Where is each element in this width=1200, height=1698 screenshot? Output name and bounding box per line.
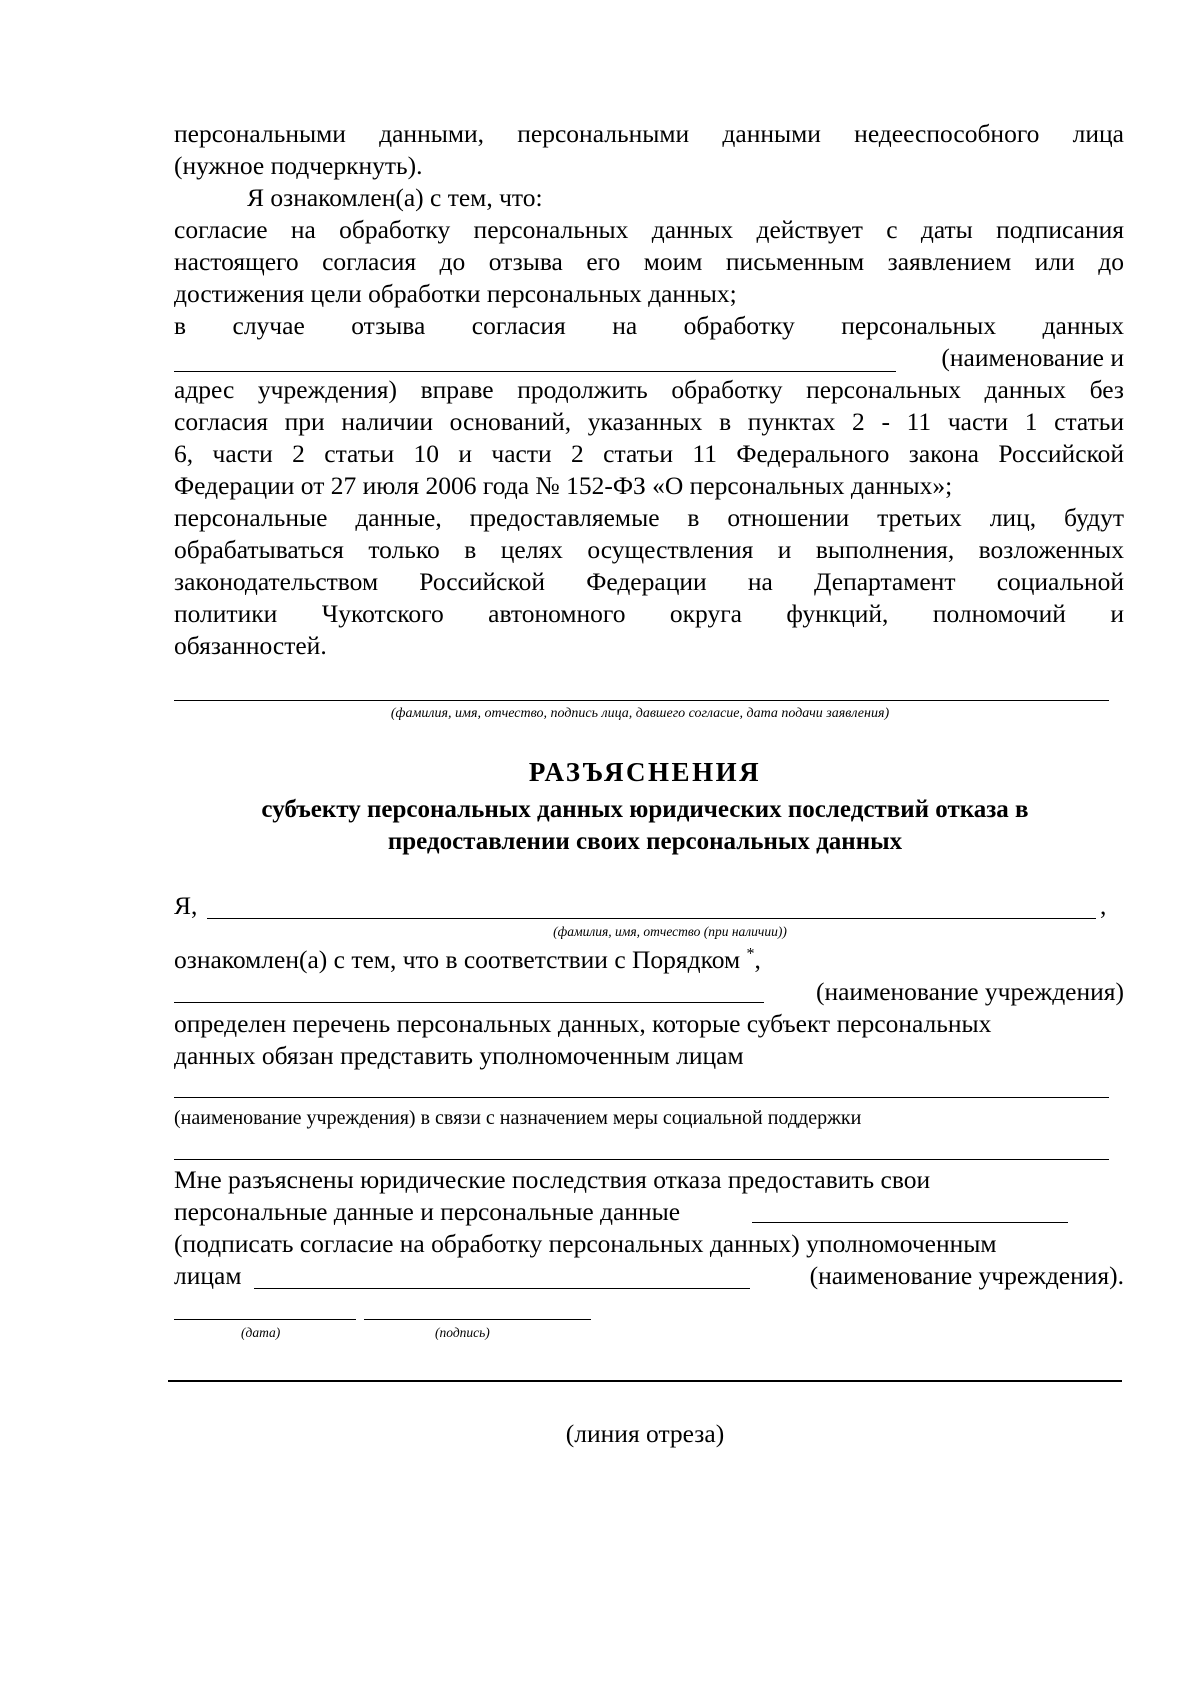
support-measure-blank-line [174,1159,1109,1160]
cut-line-label: (линия отреза) [565,1419,725,1448]
cut-line [168,1380,1122,1382]
signature-field-blank-line [364,1319,591,1320]
explanations-subtitle-1: субъекту персональных данных юридических последствий отказа в [261,796,1029,823]
explanation-line-6: Мне разъяснены юридические последствия отказа предоставить свои [174,1165,931,1194]
date-blank-line [174,1319,356,1320]
signature-blank-line [174,700,1109,701]
consent-line-2: (нужное подчеркнуть). [174,151,423,180]
explanation-line-9-start: лицам [174,1261,242,1290]
signature-caption: (фамилия, имя, отчество, подпись лица, давшего согласие, дата подачи заявления) [390,706,890,721]
consent-line-6: достижения цели обработки персональных данных; [174,279,737,308]
consent-line-16: политики Чукотского автономного округа функций, полномочий и [174,599,1124,628]
consent-line-3: Я ознакомлен(а) с тем, что: [247,183,543,212]
consent-line-9: адрес учреждения) вправе продолжить обработку персональных данных без [174,375,1124,404]
explanation-line-3: определен перечень персональных данных, которые субъект персональных [174,1009,992,1038]
explanation-line-1-text: ознакомлен(а) с тем, что в соответствии с Порядком [174,945,741,974]
footnote-asterisk: * [746,945,755,963]
date-caption: (дата) [241,1325,281,1340]
consent-line-8: (наименование и [941,343,1124,372]
consent-line-15: законодательством Российской Федерации на Департамент социальной [174,567,1124,596]
explanation-line-1 [174,944,761,976]
explanation-line-9-end: (наименование учреждения). [809,1261,1124,1290]
consent-line-1: персональными данными, персональными данными недееспособного лица [174,119,1124,148]
explanation-line-8: (подписать согласие на обработку персональных данных) уполномоченным [174,1229,997,1258]
institution-name-blank-line-2 [174,1097,1109,1098]
explanation-line-5: (наименование учреждения) в связи с назначением меры социальной поддержки [174,1107,862,1129]
institution-blank-line [174,371,896,372]
consent-line-4: согласие на обработку персональных данных действует с даты подписания [174,215,1124,244]
consent-line-11: 6, части 2 статьи 10 и части 2 статьи 11 Федерального закона Российской [174,439,1124,468]
consent-line-12: Федерации от 27 июля 2006 года № 152-ФЗ «О персональных данных»; [174,471,953,500]
consent-line-14: обрабатываться только в целях осуществления и выполнения, возложенных [174,535,1124,564]
institution-name-blank-line-1 [174,1002,764,1003]
ya-label: Я, [174,891,198,920]
explanation-line-2: (наименование учреждения) [815,977,1124,1006]
personal-data-blank-line [752,1222,1068,1223]
full-name-caption: (фамилия, имя, отчество (при наличии)) [553,924,787,939]
explanation-line-7: персональные данные и персональные данные [174,1197,681,1226]
explanations-title: РАЗЪЯСНЕНИЯ [528,757,762,787]
signature-field-caption: (подпись) [435,1325,490,1340]
full-name-blank-line [207,918,1096,919]
consent-line-7: в случае отзыва согласия на обработку персональных данных [174,311,1124,340]
consent-line-10: согласия при наличии оснований, указанных в пунктах 2 - 11 части 1 статьи [174,407,1124,436]
consent-line-17: обязанностей. [174,631,327,660]
ya-comma: , [1100,891,1107,920]
consent-line-5: настоящего согласия до отзыва его моим письменным заявлением или до [174,247,1124,276]
explanation-line-4: данных обязан представить уполномоченным лицам [174,1041,744,1070]
explanations-subtitle-2: предоставлении своих персональных данных [387,828,903,855]
explanation-line-1-end: , [754,945,761,974]
authorized-institution-blank-line [254,1288,750,1289]
consent-line-13: персональные данные, предоставляемые в отношении третьих лиц, будут [174,503,1124,532]
